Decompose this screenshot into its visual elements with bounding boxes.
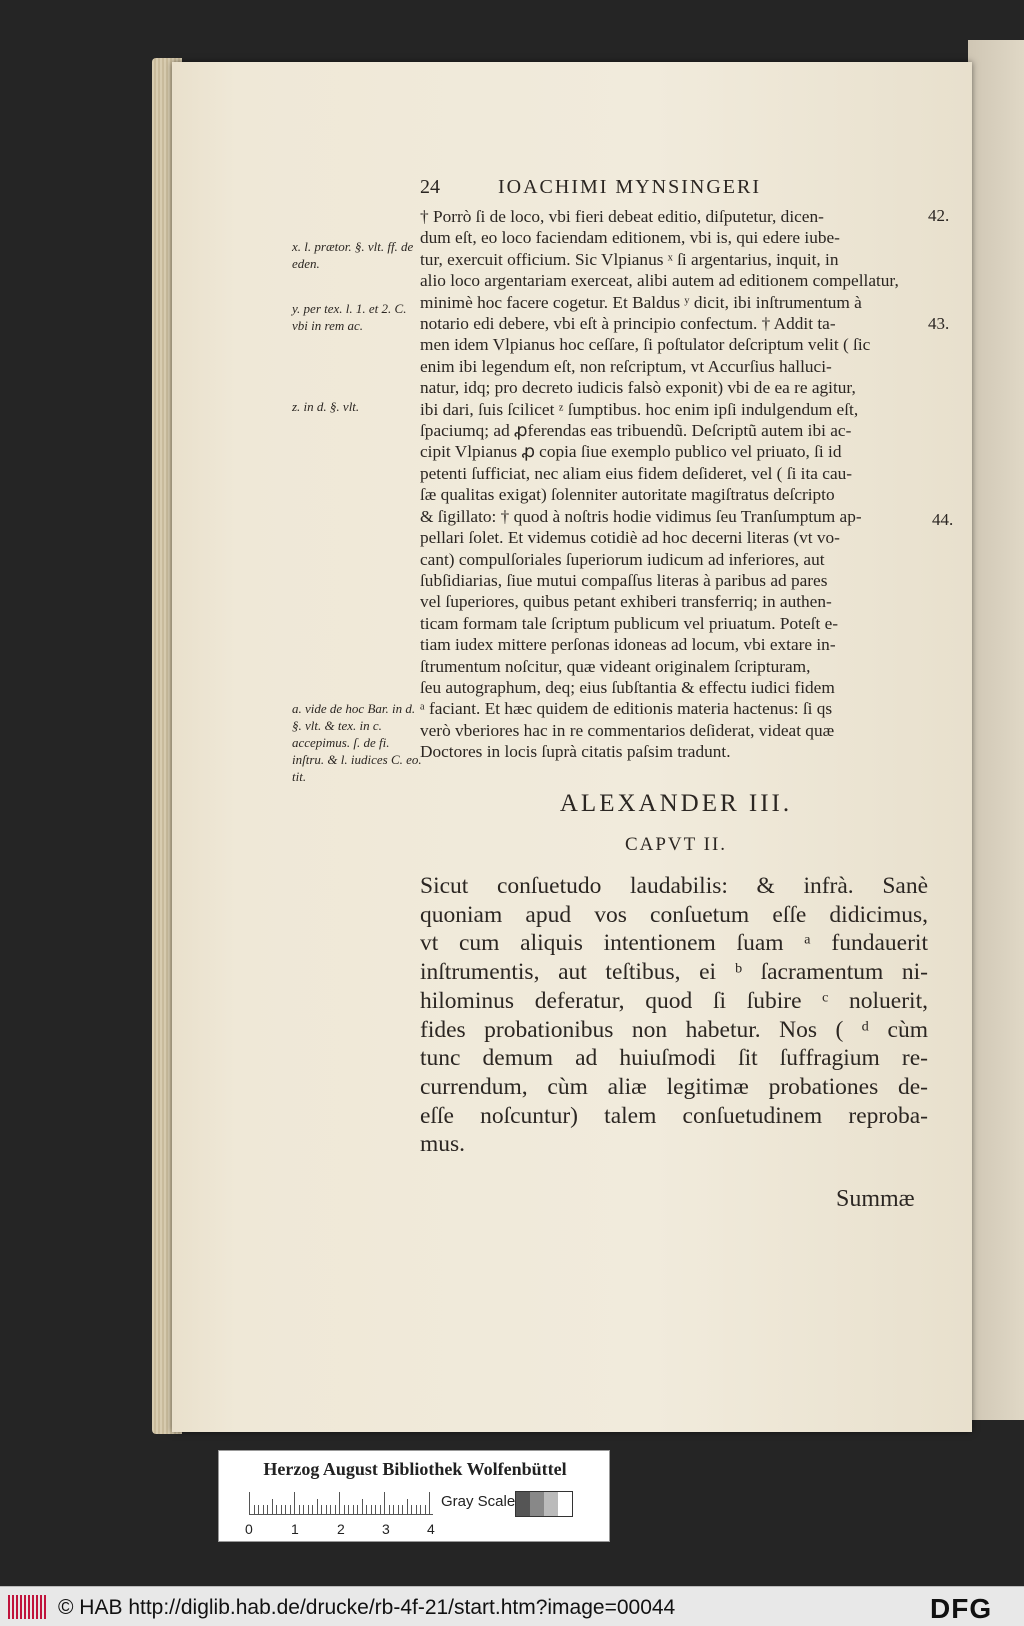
ruler-tick <box>398 1505 399 1514</box>
ruler-tick <box>411 1505 412 1514</box>
body-line: verò vberiores hac in re commentarios deſiderat, videat quæ <box>420 720 835 740</box>
decretal-line: fides probationibus non habetur. Nos ( ᵈ cùm <box>420 1016 928 1043</box>
body-line: alio loco argentariam exerceat, alibi autem ad editionem compellatur, <box>420 271 899 291</box>
body-text <box>420 206 932 763</box>
body-line: enim ibi legendum eſt, non reſcriptum, vt Accurſius halluci- <box>420 356 832 376</box>
ruler-tick <box>344 1505 345 1514</box>
ruler-tick <box>375 1505 376 1514</box>
chapter-subheading: CAPVT II. <box>624 834 728 855</box>
scale-number-2: 2 <box>337 1521 345 1537</box>
body-line: cipit Vlpianus ꝓ copia ſiue exemplo publico vel priuato, ſi id <box>420 442 842 462</box>
decretal-line: tunc demum ad huiuſmodi ſit ſuffragium re- <box>420 1045 928 1072</box>
color-calibration-bar <box>218 1450 610 1542</box>
body-line: ſtrumentum noſcitur, quæ videant originalem ſcripturam, <box>420 656 811 676</box>
ruler-tick <box>263 1505 264 1514</box>
library-name: Herzog August Bibliothek Wolfenbüttel <box>263 1459 567 1479</box>
ruler-tick <box>380 1505 381 1514</box>
ruler-tick <box>389 1505 390 1514</box>
body-line: ᵃ faciant. Et hæc quidem de editionis materia hactenus: ſi qs <box>420 699 833 719</box>
ruler-tick <box>272 1499 273 1514</box>
body-line: & ſigillato: † quod à noſtris hodie vidimus ſeu Tranſumptum ap- <box>420 506 862 526</box>
copyright-url[interactable]: © HAB http://diglib.hab.de/drucke/rb-4f-21/start.htm?image=00044 <box>58 1596 676 1619</box>
ruler-tick <box>258 1505 259 1514</box>
ruler-tick <box>290 1505 291 1514</box>
body-line: pellari ſolet. Et videmus cotidiè ad hoc decerni literas (vt vo- <box>420 528 840 548</box>
body-line: tur, exercuit officium. Sic Vlpianus ˣ ſi argentarius, inquit, in <box>420 249 839 269</box>
body-line: Doctores in locis ſuprà citatis paſsim tradunt. <box>420 742 731 762</box>
body-line: notario edi debere, vbi eſt à principio confectum. † Addit ta- <box>420 314 836 334</box>
next-page-edge <box>968 40 1024 1420</box>
ruler-tick <box>429 1492 430 1514</box>
body-line: ſæ qualitas exigat) ſolenniter autoritate magiſtratus deſcripto <box>420 485 835 505</box>
decretal-line: currendum, cùm aliæ legitimæ probationes de- <box>420 1073 928 1100</box>
ruler-tick <box>326 1505 327 1514</box>
ruler-tick <box>294 1492 295 1514</box>
body-line: tiam iudex mittere perſonas idoneas ad locum, vbi extare in- <box>420 635 836 655</box>
ruler-tick <box>303 1505 304 1514</box>
ruler-tick <box>393 1505 394 1514</box>
viewer-footer <box>0 1586 1024 1626</box>
body-line: men idem Vlpianus hoc ceſſare, ſi poſtulator deſcriptum velit ( ſic <box>420 335 871 355</box>
body-line: † Porrò ſi de loco, vbi fieri debeat editio, diſputetur, dicen- <box>420 207 824 226</box>
side-number-42: 42. <box>928 206 950 225</box>
margin-note-y: y. per tex. l. 1. et 2. C. vbi in rem ac. <box>292 301 407 333</box>
ruler-tick <box>407 1499 408 1514</box>
ruler-tick <box>353 1505 354 1514</box>
body-line: ibi dari, ſuis ſcilicet ᶻ ſumptibus. hoc enim ipſi indulgendum eſt, <box>420 399 859 419</box>
ruler-tick <box>335 1505 336 1514</box>
ruler-tick <box>348 1505 349 1514</box>
margin-note-a: a. vide de hoc Bar. in d. §. vlt. & tex. in c. accepimus. ſ. de fi. inſtru. & l. iudices C. eo. tit. <box>292 701 422 784</box>
body-line: ſpaciumq; ad ꝓferendas eas tribuendũ. Deſcriptũ autem ibi ac- <box>420 421 852 441</box>
body-line: ticam formam tale ſcriptum publicum vel priuatum. Poteſt e- <box>420 613 838 633</box>
ruler-tick <box>339 1492 340 1514</box>
gray-scale-swatch <box>515 1491 573 1517</box>
scale-ruler <box>249 1493 433 1515</box>
chapter-heading: ALEXANDER III. <box>559 790 793 817</box>
ruler-tick <box>321 1505 322 1514</box>
decretal-line: Sicut conſuetudo laudabilis: & infrà. Sanè <box>420 873 928 899</box>
ruler-tick <box>281 1505 282 1514</box>
decretal-line: inſtrumentis, aut teſtibus, ei ᵇ ſacramentum ni- <box>420 959 928 986</box>
scale-number-1: 1 <box>291 1521 299 1537</box>
side-number-44: 44. <box>932 510 954 529</box>
ruler-tick <box>317 1499 318 1514</box>
hab-logo-icon <box>8 1595 48 1619</box>
ruler-tick <box>357 1505 358 1514</box>
body-line: cant) compulſoriales ſuperiorum iudicum ad inferiores, aut <box>420 549 825 569</box>
ruler-tick <box>285 1505 286 1514</box>
margin-note-z: z. in d. §. vlt. <box>292 399 360 414</box>
ruler-tick <box>371 1505 372 1514</box>
ruler-tick <box>312 1505 313 1514</box>
body-line: petenti ſufficiat, nec aliam eius fidem deſideret, vel ( ſi ita cau- <box>420 463 853 483</box>
gray-scale-label: Gray Scale <box>441 1493 516 1510</box>
scale-number-3: 3 <box>382 1521 390 1537</box>
ruler-tick <box>402 1505 403 1514</box>
decretal-line: quoniam apud vos conſuetum eſſe didicimus, <box>420 901 928 928</box>
ruler-tick <box>362 1499 363 1514</box>
ruler-tick <box>330 1505 331 1514</box>
margin-note-x: x. l. prætor. §. vlt. ff. de eden. <box>292 239 414 271</box>
decretal-text <box>420 872 928 1159</box>
body-line: ſubſidiarias, ſiue mutui compaſſus literas à paribus ad pares <box>420 570 828 590</box>
ruler-tick <box>308 1505 309 1514</box>
ruler-tick <box>425 1505 426 1514</box>
dfg-logo: DFG <box>930 1593 993 1624</box>
decretal-line: mus. <box>420 1131 466 1158</box>
decretal-line: eſſe noſcuntur) talem conſuetudinem reproba- <box>420 1102 928 1129</box>
page-number: 24 <box>420 176 440 198</box>
body-line: dum eſt, eo loco faciendam editionem, vbi is, qui edere iube- <box>420 228 840 248</box>
side-number-43: 43. <box>928 314 950 333</box>
ruler-tick <box>249 1492 250 1514</box>
scale-number-0: 0 <box>245 1521 253 1537</box>
decretal-line: vt cum aliquis intentionem ſuam ᵃ fundauerit <box>420 930 928 957</box>
running-head-title: IOACHIMI MYNSINGERI <box>498 176 761 198</box>
ruler-tick <box>420 1505 421 1514</box>
ruler-tick <box>366 1505 367 1514</box>
ruler-tick <box>254 1505 255 1514</box>
ruler-tick <box>267 1505 268 1514</box>
ruler-tick <box>299 1505 300 1514</box>
body-line: minimè hoc facere cogetur. Et Baldus ʸ dicit, ibi inſtrumentum à <box>420 292 862 312</box>
body-line: vel ſuperiores, quibus petant exhiberi transferriq; in authen- <box>420 592 832 612</box>
ruler-tick <box>276 1505 277 1514</box>
scale-number-4: 4 <box>427 1521 435 1537</box>
body-line: natur, idq; pro decreto iudicis falsò exponit) vbi de ea re agitur, <box>420 378 856 398</box>
body-line: ſeu autographum, deq; eius ſubſtantia & effectu iudici fidem <box>420 677 835 697</box>
ruler-tick <box>384 1492 385 1514</box>
catchword: Summæ <box>836 1186 915 1212</box>
decretal-line: hilominus deferatur, quod ſi ſubire ᶜ noluerit, <box>420 987 928 1014</box>
ruler-tick <box>416 1505 417 1514</box>
running-head <box>420 176 840 199</box>
